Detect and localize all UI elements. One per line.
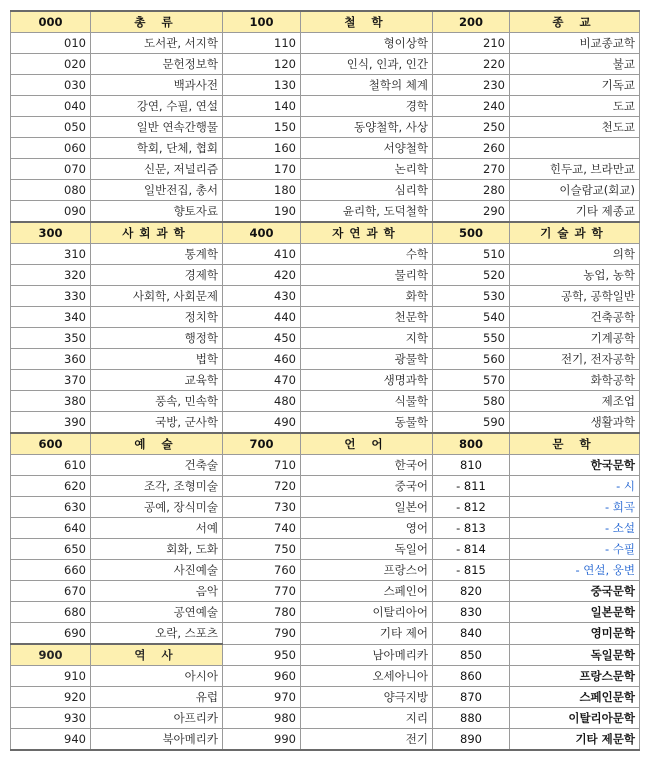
class-name: 도서관, 서지학 (91, 33, 223, 54)
class-code: 920 (11, 687, 91, 708)
table-row (11, 138, 640, 159)
class-name: 이슬람교(회교) (510, 180, 640, 201)
class-name: 풍속, 민속학 (91, 391, 223, 412)
table-row (11, 644, 640, 666)
class-name: 행정학 (91, 328, 223, 349)
table-row (11, 244, 640, 265)
class-name: 논리학 (301, 159, 433, 180)
class-code: 760 (223, 560, 301, 581)
class-code: 620 (11, 476, 91, 497)
category-code: 700 (223, 433, 301, 455)
class-code: 340 (11, 307, 91, 328)
class-name: 법학 (91, 349, 223, 370)
class-name: 식물학 (301, 391, 433, 412)
class-name: 일반 연속간행물 (91, 117, 223, 138)
class-code: - 815 (433, 560, 510, 581)
class-code: 060 (11, 138, 91, 159)
category-code: 800 (433, 433, 510, 455)
class-name: 유럽 (91, 687, 223, 708)
class-name: 기독교 (510, 75, 640, 96)
class-name: 인식, 인과, 인간 (301, 54, 433, 75)
class-code: 790 (223, 623, 301, 645)
class-code: - 811 (433, 476, 510, 497)
class-code: 690 (11, 623, 91, 645)
class-code: 810 (433, 455, 510, 476)
class-code: 990 (223, 729, 301, 751)
class-name: 지학 (301, 328, 433, 349)
class-code: 360 (11, 349, 91, 370)
class-code: 780 (223, 602, 301, 623)
table-row (11, 349, 640, 370)
class-code: 250 (433, 117, 510, 138)
kdc-classification-table (10, 10, 640, 751)
class-code: 830 (433, 602, 510, 623)
category-name: 총 류 (91, 11, 223, 33)
class-code: 540 (433, 307, 510, 328)
class-code: 570 (433, 370, 510, 391)
class-code: 960 (223, 666, 301, 687)
class-code: 890 (433, 729, 510, 751)
class-code: 440 (223, 307, 301, 328)
class-code: 930 (11, 708, 91, 729)
class-name: 문헌정보학 (91, 54, 223, 75)
class-code: 160 (223, 138, 301, 159)
class-code: 550 (433, 328, 510, 349)
class-name: 힌두교, 브라만교 (510, 159, 640, 180)
category-code: 300 (11, 222, 91, 244)
class-code: 580 (433, 391, 510, 412)
class-name: 백과사전 (91, 75, 223, 96)
class-code: 390 (11, 412, 91, 434)
table-row (11, 539, 640, 560)
class-code: 770 (223, 581, 301, 602)
class-name: 북아메리카 (91, 729, 223, 751)
class-name: 영어 (301, 518, 433, 539)
class-name: 영미문학 (510, 623, 640, 645)
class-name: 철학의 체계 (301, 75, 433, 96)
class-name: 회화, 도화 (91, 539, 223, 560)
class-name: 건축술 (91, 455, 223, 476)
class-code: 610 (11, 455, 91, 476)
class-name: - 소설 (510, 518, 640, 539)
class-name: 천문학 (301, 307, 433, 328)
class-code: 820 (433, 581, 510, 602)
class-code: 140 (223, 96, 301, 117)
class-name: 화학 (301, 286, 433, 307)
table-row (11, 602, 640, 623)
table-row (11, 201, 640, 223)
class-code: 730 (223, 497, 301, 518)
class-name: 한국어 (301, 455, 433, 476)
class-name: 조각, 조형미술 (91, 476, 223, 497)
class-name: 중국어 (301, 476, 433, 497)
class-code: 880 (433, 708, 510, 729)
class-name: 일본문학 (510, 602, 640, 623)
class-name: 일본어 (301, 497, 433, 518)
table-row (11, 75, 640, 96)
category-header-row (11, 433, 640, 455)
class-name: 불교 (510, 54, 640, 75)
class-code: 080 (11, 180, 91, 201)
table-row (11, 623, 640, 645)
class-code: - 814 (433, 539, 510, 560)
class-name: 화학공학 (510, 370, 640, 391)
class-name: 공예, 장식미술 (91, 497, 223, 518)
class-name: 비교종교학 (510, 33, 640, 54)
class-name: 오세아니아 (301, 666, 433, 687)
class-code: - 813 (433, 518, 510, 539)
class-name: 사회학, 사회문제 (91, 286, 223, 307)
class-name: 기타 제문학 (510, 729, 640, 751)
class-code: 740 (223, 518, 301, 539)
class-name: 기타 제어 (301, 623, 433, 645)
class-name: 물리학 (301, 265, 433, 286)
class-name: 오락, 스포츠 (91, 623, 223, 645)
class-name: 의학 (510, 244, 640, 265)
class-code: 420 (223, 265, 301, 286)
class-name: 통계학 (91, 244, 223, 265)
table-row (11, 729, 640, 751)
table-row (11, 159, 640, 180)
class-code: 130 (223, 75, 301, 96)
class-code: 950 (223, 644, 301, 666)
class-name: 건축공학 (510, 307, 640, 328)
class-code: 150 (223, 117, 301, 138)
class-code: 450 (223, 328, 301, 349)
class-code: 480 (223, 391, 301, 412)
table-row (11, 687, 640, 708)
class-name: 기계공학 (510, 328, 640, 349)
class-code: 090 (11, 201, 91, 223)
class-code: 460 (223, 349, 301, 370)
class-name: 한국문학 (510, 455, 640, 476)
class-code: 850 (433, 644, 510, 666)
category-code: 900 (11, 644, 91, 666)
class-code: 310 (11, 244, 91, 265)
class-code: 030 (11, 75, 91, 96)
class-name: 아시아 (91, 666, 223, 687)
category-code: 500 (433, 222, 510, 244)
class-name: 윤리학, 도덕철학 (301, 201, 433, 223)
table-row (11, 286, 640, 307)
category-name: 기술과학 (510, 222, 640, 244)
class-code: 670 (11, 581, 91, 602)
class-code: - 812 (433, 497, 510, 518)
class-code: 520 (433, 265, 510, 286)
category-name: 예 술 (91, 433, 223, 455)
category-name: 역 사 (91, 644, 223, 666)
class-name: 서양철학 (301, 138, 433, 159)
table-row (11, 518, 640, 539)
class-name: 이탈리아문학 (510, 708, 640, 729)
category-name: 자연과학 (301, 222, 433, 244)
class-name: 동물학 (301, 412, 433, 434)
class-name: 신문, 저널리즘 (91, 159, 223, 180)
class-name: - 수필 (510, 539, 640, 560)
class-code: 750 (223, 539, 301, 560)
table-row (11, 455, 640, 476)
class-code: 230 (433, 75, 510, 96)
category-name: 문 학 (510, 433, 640, 455)
class-code: 350 (11, 328, 91, 349)
class-name: 스페인어 (301, 581, 433, 602)
class-code: 110 (223, 33, 301, 54)
class-name: 사진예술 (91, 560, 223, 581)
table-row (11, 476, 640, 497)
class-code: 940 (11, 729, 91, 751)
category-name: 사회과학 (91, 222, 223, 244)
class-name: 광물학 (301, 349, 433, 370)
class-name: 음악 (91, 581, 223, 602)
table-row (11, 117, 640, 138)
class-code: 860 (433, 666, 510, 687)
table-row (11, 96, 640, 117)
class-code: 180 (223, 180, 301, 201)
class-code: 970 (223, 687, 301, 708)
class-code: 910 (11, 666, 91, 687)
class-name: - 시 (510, 476, 640, 497)
class-name: 경학 (301, 96, 433, 117)
class-code: 220 (433, 54, 510, 75)
table-row (11, 265, 640, 286)
table-row (11, 370, 640, 391)
table-row (11, 33, 640, 54)
class-name (510, 138, 640, 159)
category-header-row (11, 11, 640, 33)
class-name: 천도교 (510, 117, 640, 138)
class-code: 050 (11, 117, 91, 138)
class-name: 향토자료 (91, 201, 223, 223)
class-name: 형이상학 (301, 33, 433, 54)
class-name: 프랑스어 (301, 560, 433, 581)
class-code: 260 (433, 138, 510, 159)
class-name: 수학 (301, 244, 433, 265)
class-name: 농업, 농학 (510, 265, 640, 286)
class-name: 경제학 (91, 265, 223, 286)
class-code: 280 (433, 180, 510, 201)
class-code: 720 (223, 476, 301, 497)
class-name: 아프리카 (91, 708, 223, 729)
category-name: 언 어 (301, 433, 433, 455)
class-code: 040 (11, 96, 91, 117)
class-name: 스페인문학 (510, 687, 640, 708)
class-code: 470 (223, 370, 301, 391)
table-row (11, 581, 640, 602)
class-name: 전기 (301, 729, 433, 751)
class-code: 290 (433, 201, 510, 223)
table-row (11, 412, 640, 434)
class-code: 410 (223, 244, 301, 265)
class-code: 380 (11, 391, 91, 412)
class-name: 도교 (510, 96, 640, 117)
class-name: 교육학 (91, 370, 223, 391)
class-code: 630 (11, 497, 91, 518)
table-row (11, 391, 640, 412)
class-code: 190 (223, 201, 301, 223)
table-row (11, 497, 640, 518)
category-name: 철 학 (301, 11, 433, 33)
class-code: 660 (11, 560, 91, 581)
class-code: 270 (433, 159, 510, 180)
class-code: 530 (433, 286, 510, 307)
class-name: 심리학 (301, 180, 433, 201)
class-code: 590 (433, 412, 510, 434)
class-name: - 연설, 웅변 (510, 560, 640, 581)
class-code: 840 (433, 623, 510, 645)
table-row (11, 708, 640, 729)
class-code: 320 (11, 265, 91, 286)
table-row (11, 560, 640, 581)
class-name: 국방, 군사학 (91, 412, 223, 434)
class-code: 020 (11, 54, 91, 75)
table-body (11, 11, 640, 750)
class-code: 510 (433, 244, 510, 265)
class-name: 강연, 수필, 연설 (91, 96, 223, 117)
class-name: - 희곡 (510, 497, 640, 518)
class-name: 이탈리아어 (301, 602, 433, 623)
class-code: 070 (11, 159, 91, 180)
class-code: 870 (433, 687, 510, 708)
class-name: 기타 제종교 (510, 201, 640, 223)
class-name: 동양철학, 사상 (301, 117, 433, 138)
category-code: 200 (433, 11, 510, 33)
class-code: 980 (223, 708, 301, 729)
class-code: 370 (11, 370, 91, 391)
table-row (11, 666, 640, 687)
class-name: 정치학 (91, 307, 223, 328)
class-name: 공연예술 (91, 602, 223, 623)
class-name: 일반전집, 총서 (91, 180, 223, 201)
class-code: 170 (223, 159, 301, 180)
category-name: 종 교 (510, 11, 640, 33)
class-name: 프랑스문학 (510, 666, 640, 687)
class-name: 서예 (91, 518, 223, 539)
class-code: 650 (11, 539, 91, 560)
category-header-row (11, 222, 640, 244)
class-name: 생명과학 (301, 370, 433, 391)
class-name: 공학, 공학일반 (510, 286, 640, 307)
category-code: 400 (223, 222, 301, 244)
class-code: 330 (11, 286, 91, 307)
class-code: 640 (11, 518, 91, 539)
class-name: 생활과학 (510, 412, 640, 434)
table-row (11, 307, 640, 328)
class-code: 210 (433, 33, 510, 54)
class-name: 제조업 (510, 391, 640, 412)
class-name: 중국문학 (510, 581, 640, 602)
category-code: 000 (11, 11, 91, 33)
class-code: 430 (223, 286, 301, 307)
category-code: 100 (223, 11, 301, 33)
table-row (11, 328, 640, 349)
class-code: 490 (223, 412, 301, 434)
class-name: 학회, 단체, 협회 (91, 138, 223, 159)
class-name: 남아메리카 (301, 644, 433, 666)
class-name: 전기, 전자공학 (510, 349, 640, 370)
class-code: 680 (11, 602, 91, 623)
class-name: 독일문학 (510, 644, 640, 666)
class-name: 양극지방 (301, 687, 433, 708)
class-code: 710 (223, 455, 301, 476)
class-code: 240 (433, 96, 510, 117)
class-code: 010 (11, 33, 91, 54)
category-code: 600 (11, 433, 91, 455)
class-code: 120 (223, 54, 301, 75)
table-row (11, 180, 640, 201)
class-name: 독일어 (301, 539, 433, 560)
class-code: 560 (433, 349, 510, 370)
table-row (11, 54, 640, 75)
class-name: 지리 (301, 708, 433, 729)
